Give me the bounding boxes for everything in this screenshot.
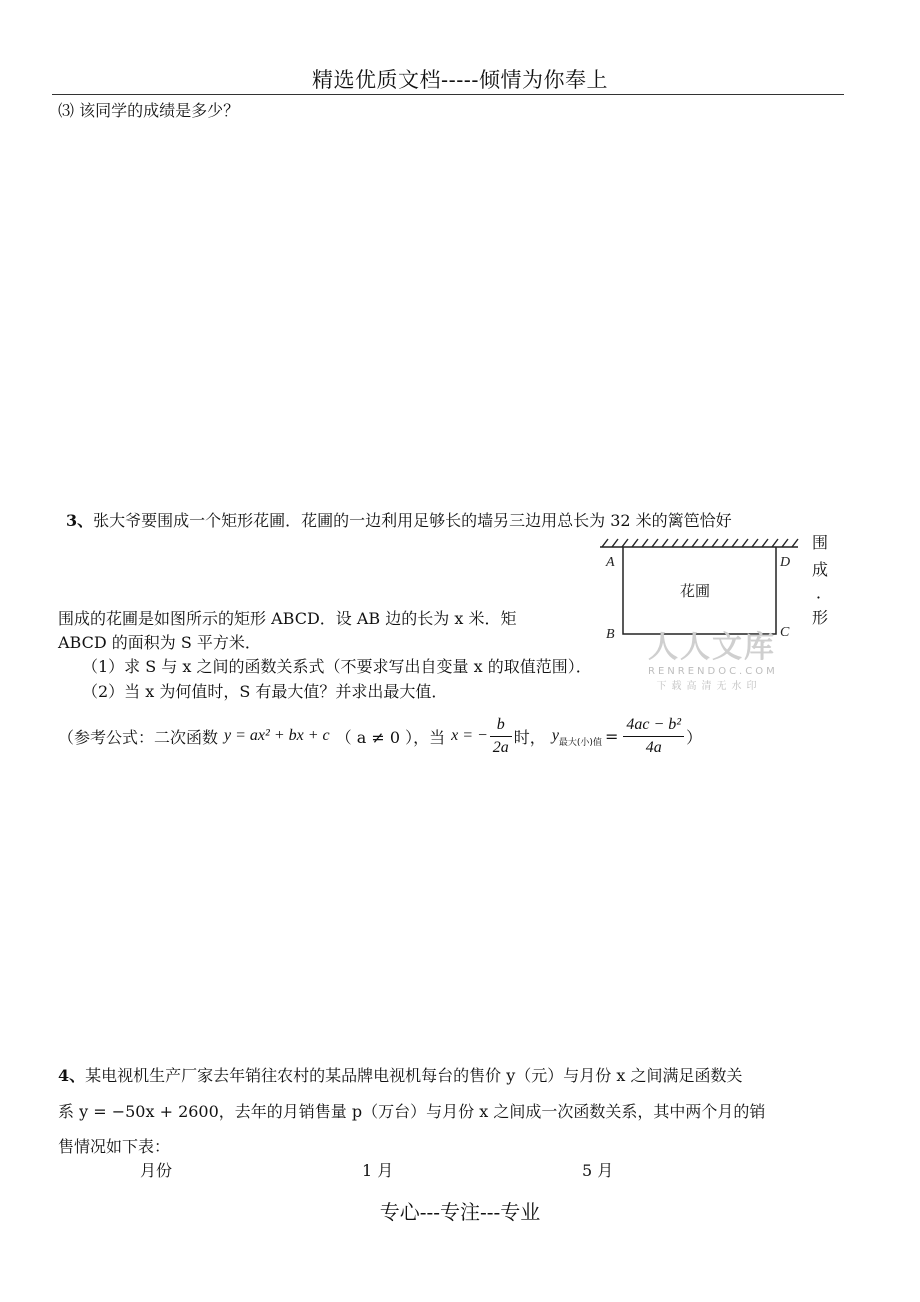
table-header-may: 5 月: [582, 1161, 614, 1180]
problem-3-sub-2: （2）当 x 为何值时，S 有最大值？并求出最大值．: [82, 682, 448, 701]
formula-condition: （ a ≠ 0 ），当: [335, 727, 446, 747]
wrap-char-4: 形: [812, 608, 829, 627]
page-footer: 专心---专注---专业: [379, 1200, 541, 1224]
label-d: D: [780, 555, 791, 570]
label-a: A: [606, 555, 615, 570]
formula-equals: =: [604, 726, 619, 746]
fraction-y-numerator: 4ac − b²: [623, 714, 684, 737]
formula-y-subscript: 最大(小)值: [558, 737, 602, 748]
garden-label: 花圃: [680, 582, 711, 600]
label-b: B: [606, 627, 615, 642]
formula-suffix: ）: [686, 727, 703, 747]
page-header-title: 精选优质文档-----倾情为你奉上: [312, 68, 608, 92]
reference-formula: [58, 712, 702, 760]
label-c: C: [780, 625, 790, 640]
watermark-slogan: 下载高清无水印: [656, 681, 762, 692]
problem-4-line-1-text: 某电视机生产厂家去年销往农村的某品牌电视机每台的售价 y（元）与月份 x 之间满足函数关: [85, 1066, 743, 1085]
header-divider: [52, 94, 844, 95]
formula-y-symbol: y: [551, 727, 559, 744]
formula-quadratic: y = ax² + bx + c: [224, 727, 330, 744]
watermark-url: RENRENDOC.COM: [648, 666, 778, 677]
problem-4-number: 4、: [58, 1066, 86, 1085]
wrap-char-2: 成: [812, 560, 829, 579]
formula-when: 时，: [513, 727, 546, 747]
fraction-y: [623, 714, 684, 759]
wrap-char-1: 围: [812, 533, 829, 552]
fraction-y-denominator: 4a: [645, 738, 662, 756]
problem-3-sub-1: （1）求 S 与 x 之间的函数关系式（不要求写出自变量 x 的取值范围）．: [82, 657, 592, 676]
problem-3-line-1-text: 张大爷要围成一个矩形花圃．花圃的一边利用足够长的墙另三边用总长为 32 米的篱笆恰好: [93, 511, 732, 530]
problem-3-line-2: 围成的花圃是如图所示的矩形 ABCD．设 AB 边的长为 x 米．矩: [58, 609, 517, 628]
watermark: [648, 622, 778, 692]
wall-hatching: [600, 539, 798, 547]
watermark-logo-text: 人人文库: [648, 630, 776, 665]
problem-4-line-1: [58, 1063, 742, 1086]
question-3-text: ⑶ 该同学的成绩是多少？: [58, 101, 240, 120]
problem-3-line-3: ABCD 的面积为 S 平方米．: [58, 633, 261, 652]
fraction-x-denominator: 2a: [492, 738, 509, 756]
formula-prefix: （参考公式：二次函数: [58, 727, 219, 747]
table-header-month: 月份: [140, 1161, 173, 1180]
problem-3-number: 3、: [66, 511, 94, 530]
formula-x-eq: x = −: [451, 727, 488, 744]
problem-4-line-2: 系 y = −50x + 2600，去年的月销售量 p（万台）与月份 x 之间成一次函数关系，其中两个月的销: [58, 1102, 766, 1121]
fraction-x: [490, 714, 512, 759]
problem-4-line-3: 售情况如下表：: [58, 1137, 171, 1156]
fraction-x-numerator: b: [490, 714, 512, 737]
table-header-jan: 1 月: [362, 1161, 394, 1180]
problem-3-line-1: [66, 508, 732, 531]
wrap-char-3: ．: [816, 583, 833, 602]
